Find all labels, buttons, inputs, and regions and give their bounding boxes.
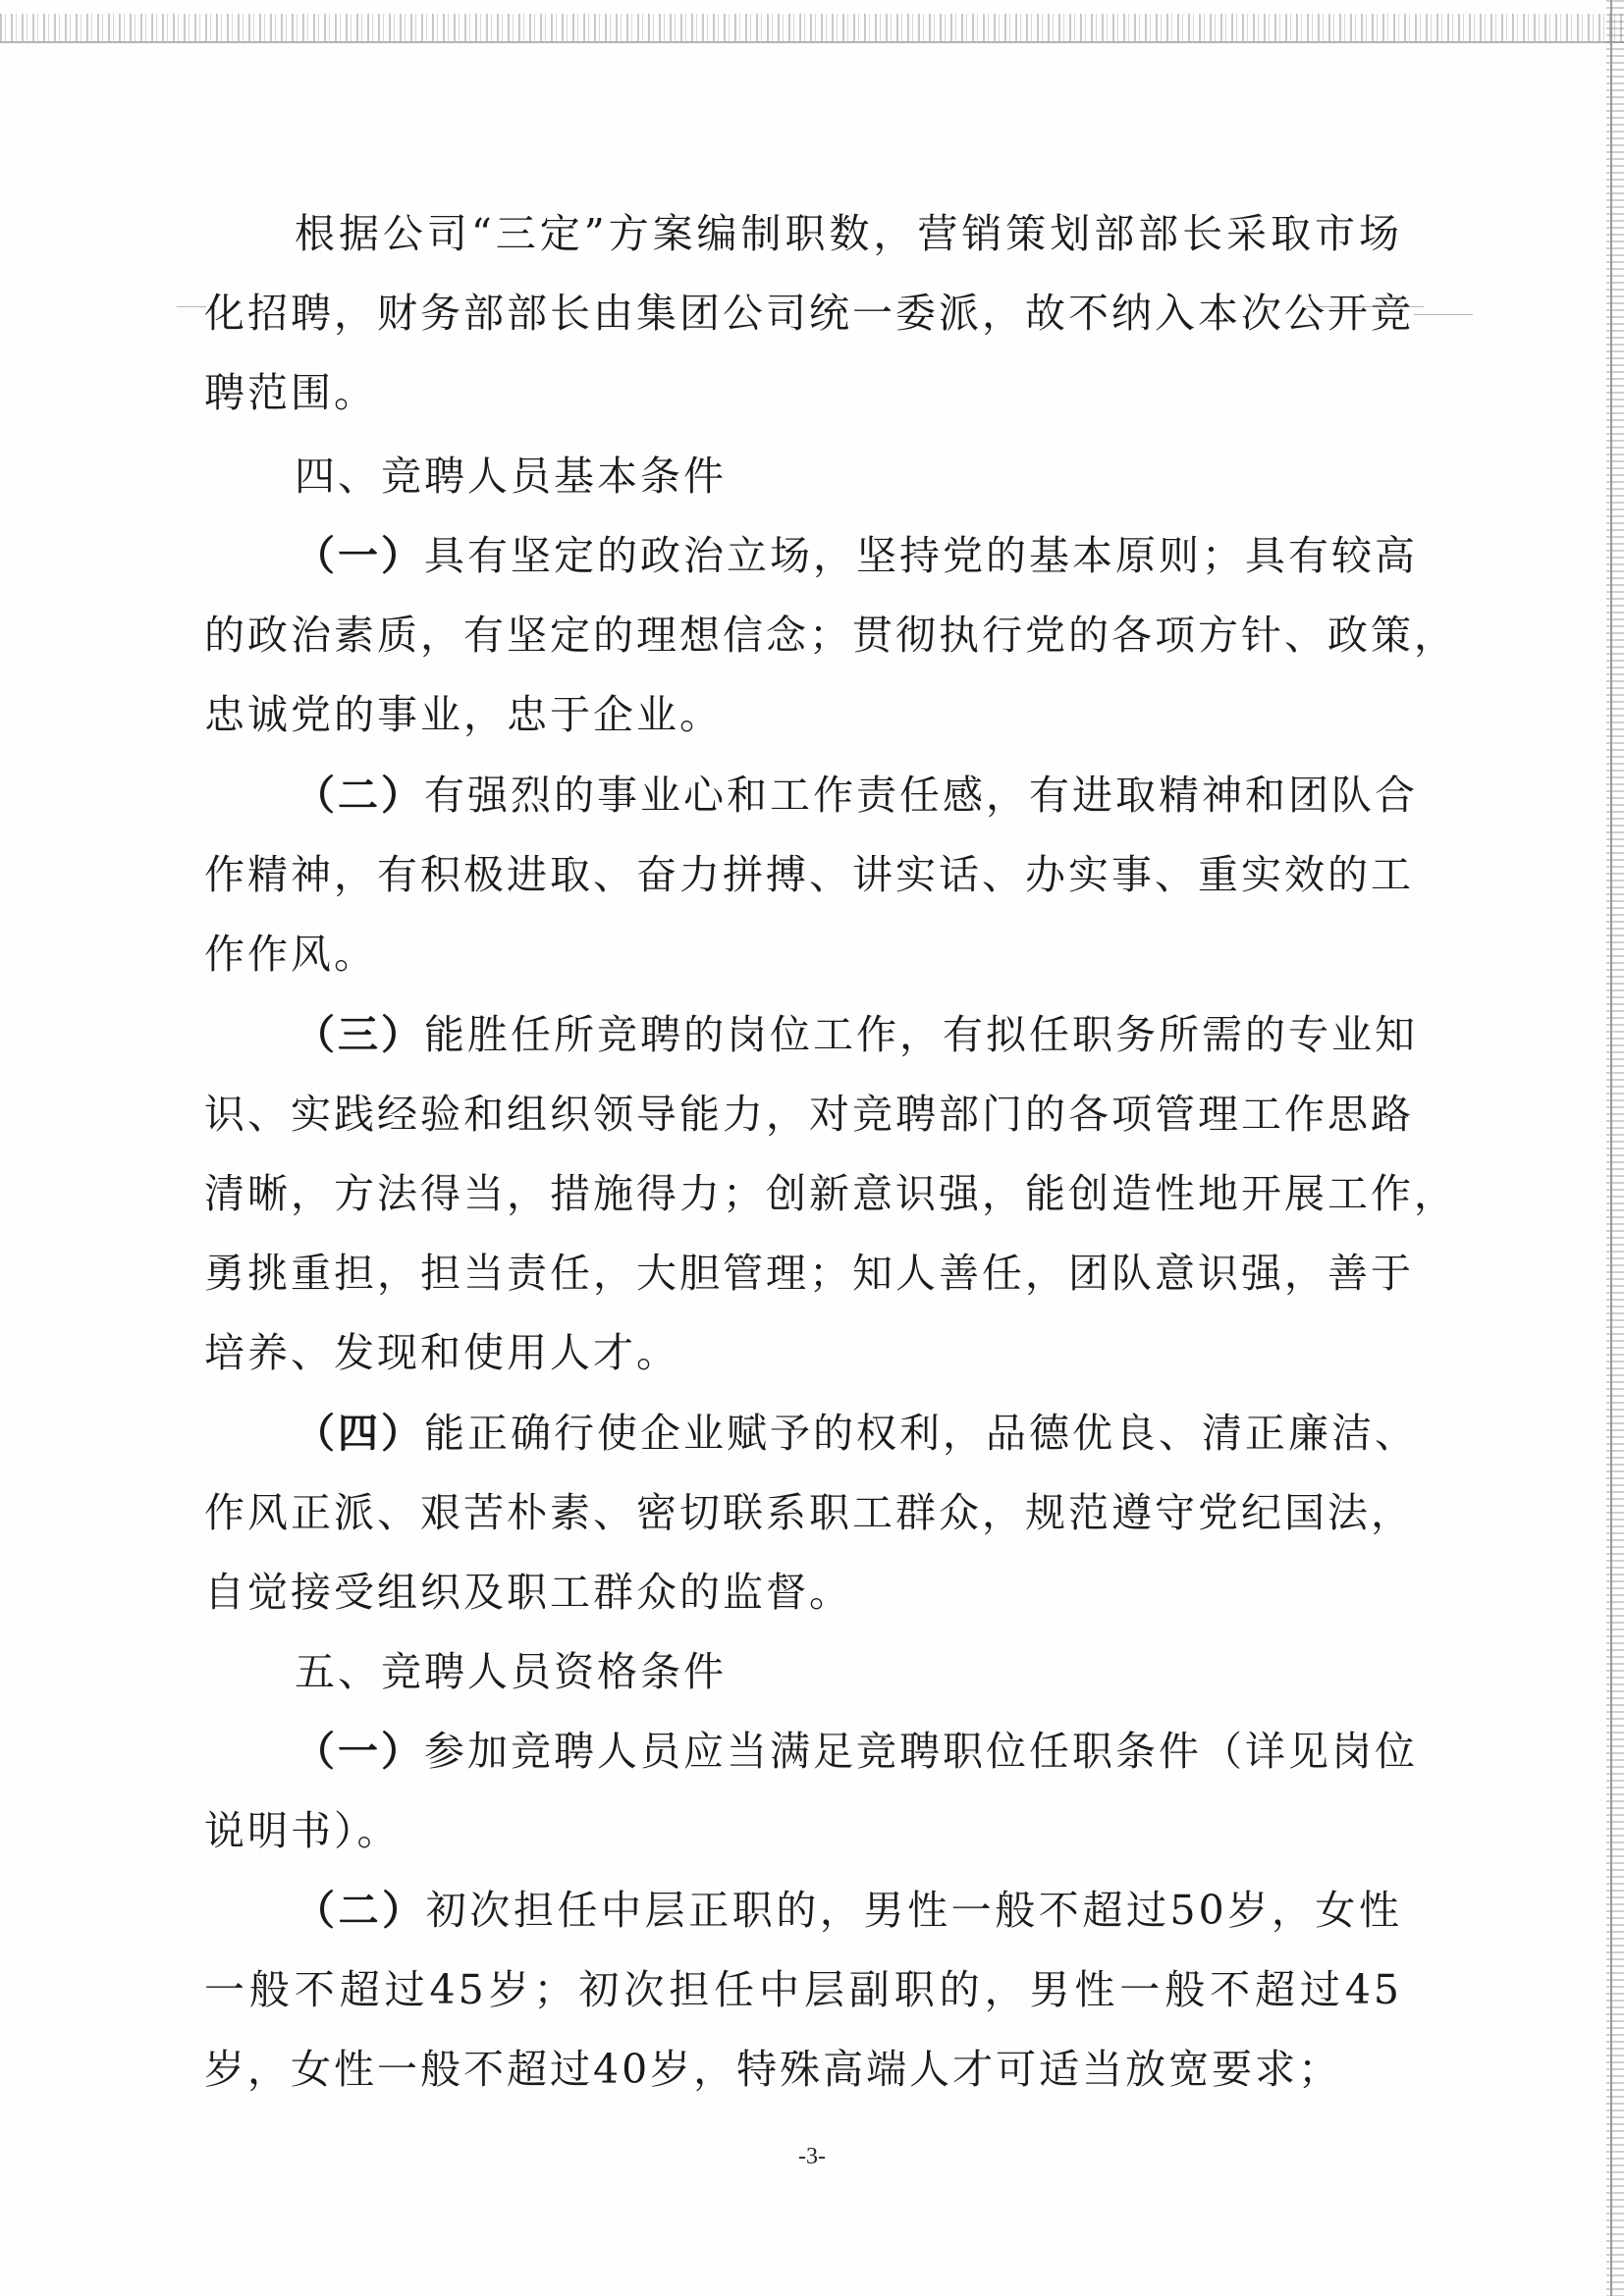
section5-item-2 — [204, 1871, 1402, 2109]
item-number: （二） — [295, 1887, 426, 1934]
page-number: -3- — [798, 2144, 826, 2169]
paragraph-line: 识、实践经验和组织领导能力，对竞聘部门的各项管理工作思路 — [204, 1091, 1414, 1138]
paragraph-line — [204, 995, 1418, 1075]
paragraph-line — [204, 1871, 1402, 1950]
item-text: 具有坚定的政治立场，坚持党的基本原则；具有较高 — [424, 532, 1418, 579]
item-number: （一） — [295, 532, 424, 579]
paragraph-line — [204, 756, 1418, 835]
paragraph-line: 化招聘，财务部部长由集团公司统一委派，故不纳入本次公开竞 — [204, 290, 1414, 337]
paragraph-line — [204, 1712, 1418, 1791]
paragraph-line: 的政治素质，有坚定的理想信念；贯彻执行党的各项方针、政策， — [204, 612, 1457, 659]
paragraph-line: 根据公司“三定”方案编制职数，营销策划部部长采取市场 — [295, 210, 1402, 257]
section-heading-5: 五、竞聘人员资格条件 — [295, 1648, 727, 1695]
paragraph-line: 勇挑重担，担当责任，大胆管理；知人善任，团队意识强，善于 — [204, 1250, 1414, 1297]
paragraph-line: 清晰，方法得当，措施得力；创新意识强，能创造性地开展工作， — [204, 1170, 1457, 1217]
section4-item-4 — [204, 1394, 1418, 1632]
scan-speck — [177, 306, 206, 307]
item-number: （一） — [295, 1728, 424, 1775]
scan-edge-top — [0, 14, 1624, 43]
section4-item-1 — [204, 516, 1457, 755]
paragraph-line: 培养、发现和使用人才。 — [204, 1329, 679, 1376]
section4-item-3 — [204, 995, 1457, 1393]
item-number: （四） — [295, 1410, 424, 1457]
item-number: （三） — [295, 1011, 424, 1058]
paragraph-line: 作风正派、艰苦朴素、密切联系职工群众，规范遵守党纪国法， — [204, 1489, 1414, 1536]
paragraph-line — [204, 1394, 1418, 1473]
paragraph-line: 一般不超过45岁；初次担任中层副职的，男性一般不超过45 — [204, 1966, 1402, 2013]
paragraph-line: 忠诚党的事业，忠于企业。 — [204, 691, 723, 738]
section4-item-2 — [204, 756, 1418, 994]
item-text: 能胜任所竞聘的岗位工作，有拟任职务所需的专业知 — [424, 1011, 1418, 1058]
item-text: 初次担任中层正职的，男性一般不超过50岁，女性 — [425, 1887, 1403, 1934]
paragraph-line: 岁，女性一般不超过40岁，特殊高端人才可适当放宽要求； — [204, 2046, 1342, 2093]
paragraph-line: 说明书）。 — [204, 1807, 401, 1854]
paragraph-line: 聘范围。 — [204, 369, 377, 416]
scan-speck — [1414, 314, 1473, 315]
section5-item-1 — [204, 1712, 1418, 1871]
paragraph-line: 作精神，有积极进取、奋力拼搏、讲实话、办实事、重实效的工 — [204, 851, 1414, 898]
item-text: 能正确行使企业赋予的权利，品德优良、清正廉洁、 — [424, 1410, 1418, 1457]
item-text: 有强烈的事业心和工作责任感，有进取精神和团队合 — [424, 772, 1418, 819]
paragraph-line — [204, 516, 1418, 596]
section-heading-4: 四、竞聘人员基本条件 — [295, 453, 727, 500]
intro-paragraph — [204, 194, 1414, 433]
scan-edge-right — [1606, 0, 1624, 2296]
item-text: 参加竞聘人员应当满足竞聘职位任职条件（详见岗位 — [424, 1728, 1418, 1775]
paragraph-line: 作作风。 — [204, 931, 377, 978]
paragraph-line: 自觉接受组织及职工群众的监督。 — [204, 1569, 852, 1616]
item-number: （二） — [295, 772, 424, 819]
